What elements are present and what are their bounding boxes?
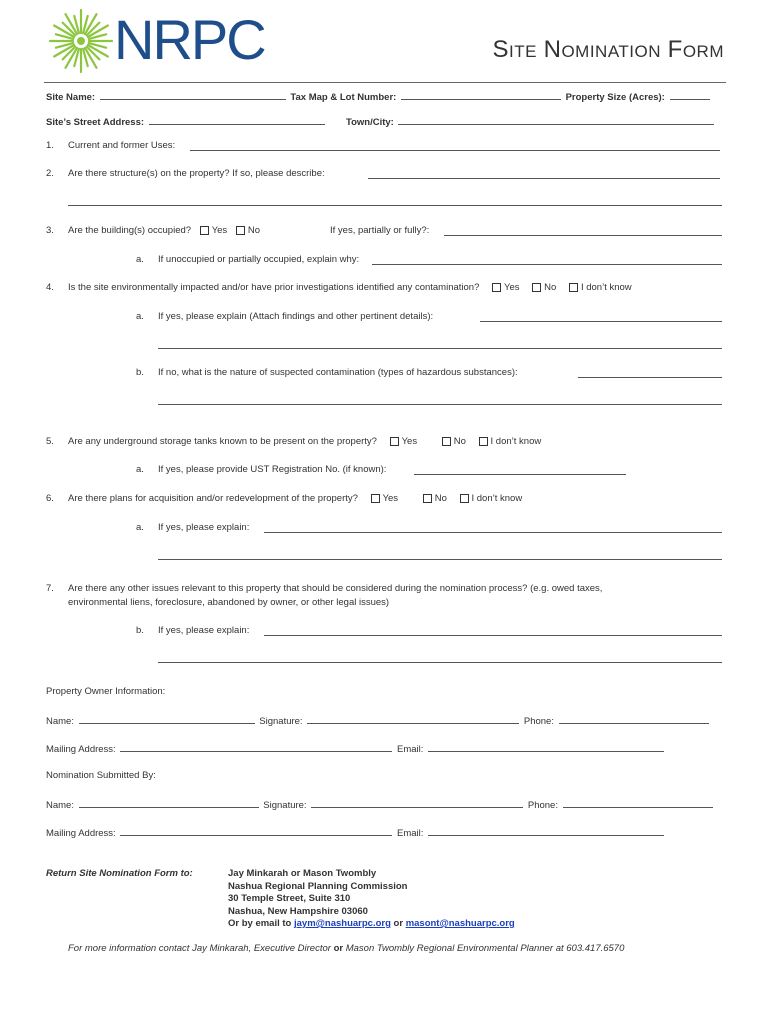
q5a-field[interactable] — [414, 474, 626, 475]
q3-follow-label: If yes, partially or fully?: — [330, 225, 430, 236]
footer-note: For more information contact Jay Minkarah, Executive Director or Mason Twombly Regional Environmental Planner at 603.417.6570 — [68, 943, 625, 954]
q5a-letter: a. — [136, 464, 144, 475]
owner-mailing-field[interactable] — [120, 742, 392, 752]
q3a-label: If unoccupied or partially occupied, explain why: — [158, 254, 360, 265]
return-line-3: 30 Temple Street, Suite 310 — [228, 893, 351, 904]
submitter-name-label: Name: — [46, 800, 74, 811]
q6a-field-line2[interactable] — [158, 559, 722, 560]
owner-heading: Property Owner Information: — [46, 686, 166, 697]
q5-no-label: No — [453, 436, 466, 447]
town-city-label: Town/City: — [346, 117, 394, 128]
q4-idk-label: I don’t know — [580, 282, 632, 293]
submitter-mailing-field[interactable] — [120, 826, 392, 836]
q6-idk-checkbox[interactable] — [460, 494, 469, 503]
q7-label-line1: Are there any other issues relevant to this property that should be considered during the nomination process? (e.g. owed taxes, — [68, 583, 603, 594]
submitter-name-row — [46, 798, 715, 811]
owner-signature-label: Signature: — [259, 716, 303, 727]
q3-number: 3. — [46, 225, 54, 236]
email-link-jay[interactable]: jaym@nashuarpc.org — [294, 918, 391, 929]
owner-signature-field[interactable] — [307, 714, 519, 724]
q5-yes-label: Yes — [401, 436, 418, 447]
q5-yes-checkbox[interactable] — [390, 437, 399, 446]
q4-label: Is the site environmentally impacted and/or have prior investigations identified any contamination? — [68, 282, 480, 293]
submitter-mailing-row — [46, 826, 666, 839]
street-address-field[interactable] — [149, 115, 325, 125]
street-address-row — [46, 115, 327, 128]
q4-yes-checkbox[interactable] — [492, 283, 501, 292]
q4-idk-checkbox[interactable] — [569, 283, 578, 292]
submitter-mailing-label: Mailing Address: — [46, 828, 116, 839]
q3-follow-field[interactable] — [444, 235, 722, 236]
q5-label: Are any underground storage tanks known to be present on the property? — [68, 436, 377, 447]
q4-number: 4. — [46, 282, 54, 293]
site-name-field[interactable] — [100, 90, 286, 100]
owner-email-field[interactable] — [428, 742, 664, 752]
q3-no-label: No — [247, 225, 260, 236]
q4b-field-line2[interactable] — [158, 404, 722, 405]
q7b-field[interactable] — [264, 635, 722, 636]
q6-yes-checkbox[interactable] — [371, 494, 380, 503]
q4a-letter: a. — [136, 311, 144, 322]
q1-field[interactable] — [190, 150, 720, 151]
q5-number: 5. — [46, 436, 54, 447]
q6a-field[interactable] — [264, 532, 722, 533]
return-line-4: Nashua, New Hampshire 03060 — [228, 905, 368, 917]
property-size-field[interactable] — [670, 90, 710, 100]
return-line-2: Nashua Regional Planning Commission — [228, 880, 408, 892]
q6-number: 6. — [46, 493, 54, 504]
q4b-field[interactable] — [578, 377, 722, 378]
q7b-field-line2[interactable] — [158, 662, 722, 663]
q2-field[interactable] — [368, 178, 720, 179]
q3-row — [68, 225, 260, 236]
q4-no-label: No — [544, 282, 557, 293]
q3-label: Are the building(s) occupied? — [68, 225, 192, 236]
q4-yes-label: Yes — [504, 282, 520, 293]
return-address — [228, 868, 515, 931]
owner-name-row — [46, 714, 711, 727]
submitter-email-label: Email: — [396, 828, 424, 839]
tax-map-label: Tax Map & Lot Number: — [290, 92, 397, 103]
q7-number: 7. — [46, 583, 54, 594]
submitter-name-field[interactable] — [79, 798, 259, 808]
q6-label: Are there plans for acquisition and/or redevelopment of the property? — [68, 493, 358, 504]
submitter-email-field[interactable] — [428, 826, 664, 836]
owner-mailing-row — [46, 742, 666, 755]
q5a-label: If yes, please provide UST Registration No. (if known): — [158, 464, 387, 475]
email-link-mason[interactable]: masont@nashuarpc.org — [405, 918, 515, 929]
owner-phone-field[interactable] — [559, 714, 709, 724]
submitter-heading: Nomination Submitted By: — [46, 770, 156, 781]
q5-no-checkbox[interactable] — [442, 437, 451, 446]
owner-name-label: Name: — [46, 716, 74, 727]
submitter-signature-field[interactable] — [311, 798, 523, 808]
q3a-letter: a. — [136, 254, 144, 265]
sunburst-icon — [48, 8, 114, 74]
q3-no-checkbox[interactable] — [236, 226, 245, 235]
return-line-1: Jay Minkarah or Mason Twombly — [228, 868, 377, 879]
q1-number: 1. — [46, 140, 54, 151]
logo-text: NRPC — [114, 8, 265, 71]
q4a-label: If yes, please explain (Attach findings and other pertinent details): — [158, 311, 434, 322]
q4a-field[interactable] — [480, 321, 722, 322]
town-row — [346, 115, 716, 128]
q3a-field[interactable] — [372, 264, 722, 265]
tax-map-field[interactable] — [401, 90, 561, 100]
site-name-row — [46, 90, 712, 103]
q3-yes-checkbox[interactable] — [200, 226, 209, 235]
q6a-letter: a. — [136, 522, 144, 533]
owner-email-label: Email: — [396, 744, 424, 755]
q4-no-checkbox[interactable] — [532, 283, 541, 292]
q5-idk-checkbox[interactable] — [479, 437, 488, 446]
q6a-label: If yes, please explain: — [158, 522, 250, 533]
submitter-phone-label: Phone: — [527, 800, 558, 811]
submitter-phone-field[interactable] — [563, 798, 713, 808]
owner-name-field[interactable] — [79, 714, 255, 724]
q4b-letter: b. — [136, 367, 144, 378]
q4-row — [68, 282, 632, 293]
q2-label: Are there structure(s) on the property? If so, please describe: — [68, 168, 325, 179]
q2-field-line2[interactable] — [68, 205, 722, 206]
town-city-field[interactable] — [398, 115, 714, 125]
header-rule — [44, 82, 726, 83]
form-title: SITE NOMINATION FORM — [492, 36, 724, 63]
q7b-label: If yes, please explain: — [158, 625, 250, 636]
q6-yes-label: Yes — [382, 493, 399, 504]
q4b-label: If no, what is the nature of suspected contamination (types of hazardous substances): — [158, 367, 518, 378]
q6-no-checkbox[interactable] — [423, 494, 432, 503]
q6-idk-label: I don’t know — [471, 493, 523, 504]
q3-yes-label: Yes — [211, 225, 228, 236]
site-name-label: Site Name: — [46, 92, 96, 103]
property-size-label: Property Size (Acres): — [565, 92, 665, 103]
q5-idk-label: I don’t know — [490, 436, 542, 447]
q6-no-label: No — [434, 493, 447, 504]
return-line-5: Or by email to jaym@nashuarpc.org or masont@nashuarpc.org — [228, 918, 515, 929]
owner-mailing-label: Mailing Address: — [46, 744, 116, 755]
submitter-signature-label: Signature: — [263, 800, 307, 811]
q2-number: 2. — [46, 168, 54, 179]
nrpc-logo — [48, 8, 278, 76]
q4a-field-line2[interactable] — [158, 348, 722, 349]
q6-row — [68, 493, 522, 504]
q7b-letter: b. — [136, 625, 144, 636]
return-label: Return Site Nomination Form to: — [46, 868, 193, 879]
q1-label: Current and former Uses: — [68, 140, 176, 151]
q5-row — [68, 436, 541, 447]
street-address-label: Site’s Street Address: — [46, 117, 145, 128]
q7-label-line2: environmental liens, foreclosure, abandoned by owner, or other legal issues) — [68, 597, 390, 608]
owner-phone-label: Phone: — [523, 716, 554, 727]
